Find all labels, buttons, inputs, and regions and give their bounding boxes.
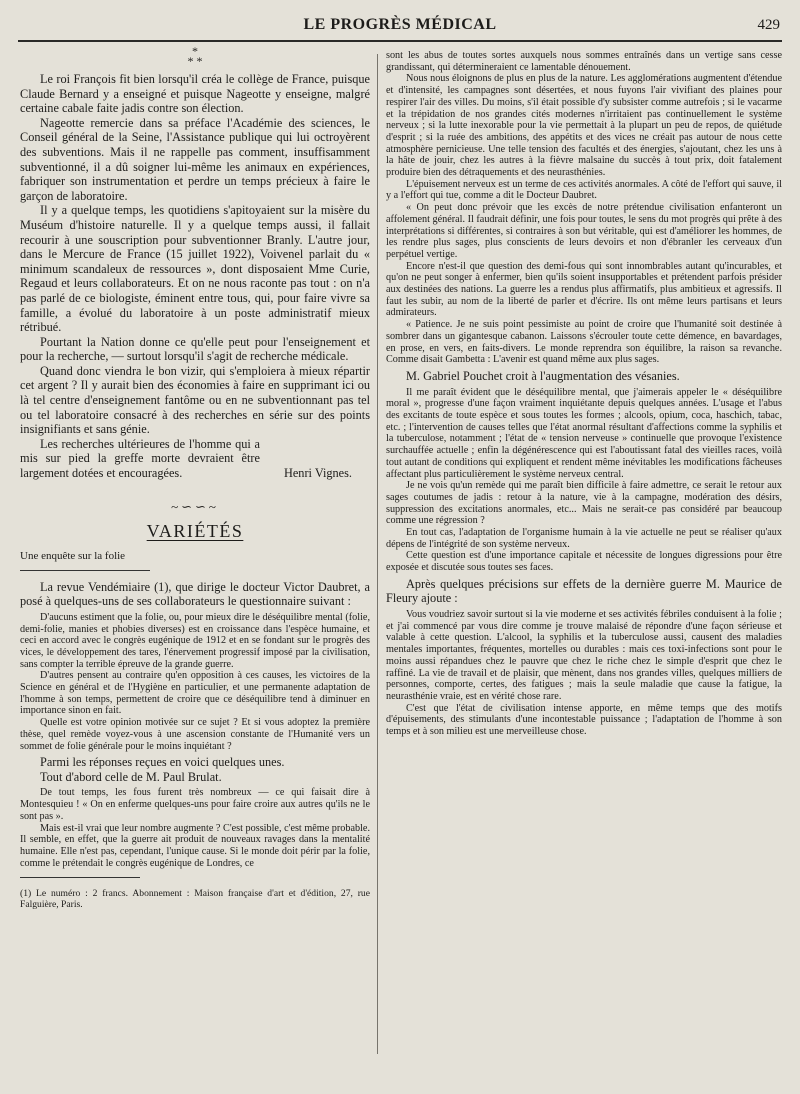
stars-glyph: * * * — [187, 46, 203, 68]
column-divider — [377, 54, 378, 1054]
paragraph: Il y a quelque temps, les quotidiens s'apitoyaient sur la misère du Muséum d'histoire naturelle. Il y a quelque temps aussi, il fallait recourir à une souscription pour subventionner Branly. L'autre jour, dans le Mercure de France (15 juillet 1922), Voivenel parlait du « minimum scandaleux de ressources », dont disposaient Mme Curie, Regaud et leurs collaborateurs. Et on ne nous raconte pas tout : on n'a pas parlé de ce biologiste, éminent entre tous, qui, pour faire vivre sa famille, a évolué du laboratoire à un poste administratif mieux rétribué. — [20, 203, 370, 335]
quote-paragraph: C'est que l'état de civilisation intense apporte, en même temps que des motifs d'épuisements, des stimulants d'une incontestable puissance ; l'adaptation de l'homme à son temps et à son milieu est une merveilleuse chose. — [386, 702, 782, 738]
quote-paragraph: D'aucuns estiment que la folie, ou, pour mieux dire le déséquilibre mental (folie, demi-folie, manies et phobies diverses) est en croissance dans l'espèce humaine, et ceci en accord avec le congrès eugénique de 1912 et en se fondant sur le progrès des vices, le développement des tares, l'énervement progressif imposé par la civilisation, sans compter la terrible épreuve de la grande guerre. — [20, 611, 370, 670]
paragraph: Après quelques précisions sur effets de la dernière guerre M. Maurice de Fleury ajoute : — [386, 576, 782, 606]
quote-paragraph: En tout cas, l'adaptation de l'organisme humain à la vie actuelle ne peut se réaliser qu'aux dépens de l'intégrité de son système nerveux. — [386, 527, 782, 550]
paragraph: Tout d'abord celle de M. Paul Brulat. — [40, 769, 222, 784]
paragraph: Pourtant la Nation donne ce qu'elle peut pour l'enseignement et pour la recherche, — surtout lorsqu'il s'agit de recherche médicale. — [20, 334, 370, 364]
paragraph: Parmi les réponses reçues en voici quelques unes. — [40, 755, 285, 770]
paragraph: La revue Vendémiaire (1), que dirige le docteur Victor Daubret, a posé à quelques-uns de ses collaborateurs le questionnaire suivant : — [20, 579, 370, 609]
footnote-rule — [20, 877, 140, 878]
quote-paragraph: Nous nous éloignons de plus en plus de la nature. Les agglomérations augmentent d'étendue et d'intensité, les campagnes sont désertées, et nous fuyons l'air vivifiant des plaines pour respirer l'air des villes. Du moins, s'il était possible d'y subsister comme autrefois ; si le vacarme et la trépidation de nos grandes cités modernes n'irritaient pas continuellement le système nerveux ; si la lutte inexorable pour la vie permettait à la plupart un peu de repos, de quiétude d'esprit ; si la ruée des ambitions, des appétits et des vices ne créait pas autour de nous cette atmosphère pernicieuse. Une telle tension des facultés et des énergies, s'ajoutant, chez les uns à la hâte de jouir, chez les autres à la fièvre malsaine du succès à tout prix, doit fatalement produire bien des détraquements et des neurasthénies. — [386, 73, 782, 179]
paragraph: M. Gabriel Pouchet croit à l'augmentation des vésanies. — [406, 368, 680, 383]
quote-paragraph: Cette question est d'une importance capitale et nécessite de longues digressions pour être exposée et discutée sous toutes ses faces. — [386, 550, 782, 574]
quote-paragraph: L'épuisement nerveux est un terme de ces activités anormales. A côté de l'effort qui sauve, il y a l'effort qui tue, comme a dit le Docteur Daubret. — [386, 178, 782, 202]
quote-paragraph: D'autres pensent au contraire qu'en opposition à ces causes, les victoires de la Science en général et de l'Hygiène en particulier, et une permanente adaptation de l'homme à son temps, permettent de croire que ce déséquilibre tend à diminuer en importance sinon en fait. — [20, 670, 370, 717]
running-title: LE PROGRÈS MÉDICAL — [303, 16, 497, 33]
section-title: VARIÉTÉS — [146, 520, 244, 541]
page-header — [18, 14, 782, 42]
quote-paragraph: sont les abus de toutes sortes auxquels nous sommes entraînés dans un vertige sans cesse grandissant, qui détermineraient ce lamentable dénouement. — [386, 50, 782, 73]
author-signature: Henri Vignes. — [283, 465, 352, 480]
paragraph: Le roi François fit bien lorsqu'il créa le collège de France, puisque Claude Bernard y a enseigné et puisque Nageotte y enseigne, malgré certaine cabale faite jadis contre son élection. — [20, 72, 370, 116]
quote-paragraph: Encore n'est-il que question des demi-fous qui sont innombrables autant qu'incurables, et qu'on ne peut songer à enfermer, bien qu'ils soient insupportables et prétendent parfois présider aux destinées des nations. La guerre les a rendus plus affirmatifs, plus ambitieux et agressifs. Il faut les subir, au nom de la liberté de parler et d'écrire. Ils ont même leurs partisans et leurs admirateurs. — [386, 260, 782, 319]
quote-paragraph: « On peut donc prévoir que les excès de notre prétendue civilisation enfanteront un affolement général. Il faudrait définir, une fois pour toutes, le sens du mot progrès qui prête à des interprétations si différentes, si contraires à son but véritable, qui est d'améliorer les hommes, de les rendre plus sages, plus conscients de leurs devoirs et non d'ébranler les cerveaux d'un perpétuel vertige. — [386, 202, 782, 260]
subheading-rule — [20, 570, 150, 571]
quote-paragraph: Je ne vois qu'un remède qui me paraît bien difficile à faire admettre, ce serait le retour aux sages coutumes de jadis : retour à la nature, vie à la campagne, modération des désirs, suppression des excitations anormales, etc... Mais ne serait-ce pas considéré par beaucoup comme une régression ? — [386, 480, 782, 527]
left-column — [20, 46, 370, 1074]
quote-paragraph: « Patience. Je ne suis point pessimiste au point de croire que l'humanité soit destinée à sombrer dans un gigantesque cabanon. Laissons s'écrouler toute cette démence, en bavardages, en prose, en vers, en faits-divers. Le monde reprendra son équilibre, la raison sa revanche. Comme disait Gambetta : L'avenir est quand même aux plus sages. — [386, 319, 782, 366]
paragraph: Quand donc viendra le bon vizir, qui s'emploiera à mieux répartir cet argent ? Il y aurait bien des économies à faire en supprimant ici ou là tel centre d'enseignement fantôme ou en ne subventionnant pas tel ou tel laboratoire consacré à des recherches en série sur des points insignifiants et sans génie. — [20, 363, 370, 437]
quote-paragraph: De tout temps, les fous furent très nombreux — ce qui faisait dire à Montesquieu ! « On en enferme quelques-uns pour faire croire aux autres qu'ils ne le sont pas ». — [20, 787, 370, 822]
quote-paragraph: Vous voudriez savoir surtout si la vie moderne et ses activités fébriles conduisent à la folie ; et j'ai commencé par vous dire comme je trouve malaisé de répondre d'une façon sérieuse et valable à cette question. L'alcool, la syphilis et la tuberculose aussi, causent des maladies mentales importantes, fréquentes, mortelles ou durables : mais ces toxi-infections sont pour le moins aussi répandues chez le pauvre que chez le riche chez le simple d'esprit que chez le raffiné. La vie de travail et de plaisir, que mènent, dans nos grandes villes, quelques milliers de personnes, comporte, certes, des fatigues ; mais la seule maladie que cause la fatigue, la neurasthénie vraie, est en vérité chose rare. — [386, 609, 782, 702]
paragraph: Nageotte remercie dans sa préface l'Académie des sciences, le Conseil général de la Seine, l'Assistance publique qui lui octroyèrent des subventions. Mais il ne rappelle pas comment, insuffisamment subventionné, il a dû soigner lui-même les animaux en expériences, fabriquer son instrumentation et perdre un temps précieux à faire le garçon de laboratoire. — [20, 115, 370, 203]
paragraph: Les recherches ultérieures de l'homme qui a mis sur pied la greffe morte devraient être largement dotées et encouragées. — [20, 436, 260, 481]
section-stars — [20, 46, 370, 66]
page-number: 429 — [757, 17, 780, 33]
quote-paragraph: Il me paraît évident que le déséquilibre mental, que j'aimerais appeler le « déséquilibre moral », progresse d'une façon vraiment inquiétante depuis quelques années. L'usage et l'abus des excitants de toute espèce et sous toutes les formes ; alcools, opium, coca, haschich, tabac, etc. ; l'intervention de causes telles que l'état anormal résultant d'affections comme la syphilis et la tuberculose, notamment ; l'état de « tension nerveuse » continuelle que provoque l'existence surchauffée actuelle ; enfin la dégénérescence qui est l'aboutissant fatal des vieilles races, voilà tout autant de conditions qui expliquent et rendent même inévitables les modifications fâcheuses affectant plus particulièrement le système nerveux central. — [386, 386, 782, 480]
section-ornament: ~∽∽~ — [171, 498, 219, 514]
subheading-text: Une enquête sur la folie — [20, 549, 126, 562]
quote-paragraph: Quelle est votre opinion motivée sur ce sujet ? Et si vous adoptez la première thèse, quel remède voyez-vous à une ascension constante de l'Humanité vers un sommet de folie générale pour le moins inquiétant ? — [20, 717, 370, 752]
article-subheading — [20, 550, 370, 574]
right-column — [386, 46, 782, 1074]
quote-paragraph: Mais est-il vrai que leur nombre augmente ? C'est possible, c'est même probable. Il semble, en effet, que la guerre ait produit de nouveaux ravages dans la mentalité humaine. Elle n'est pas, cependant, l'unique cause. Si le monde doit périr par la folie, comme le prétendait le congrès eugénique de Londres, ce — [20, 822, 370, 869]
footnote: (1) Le numéro : 2 francs. Abonnement : Maison française d'art et d'édition, 27, rue Falguière, Paris. — [20, 887, 370, 910]
